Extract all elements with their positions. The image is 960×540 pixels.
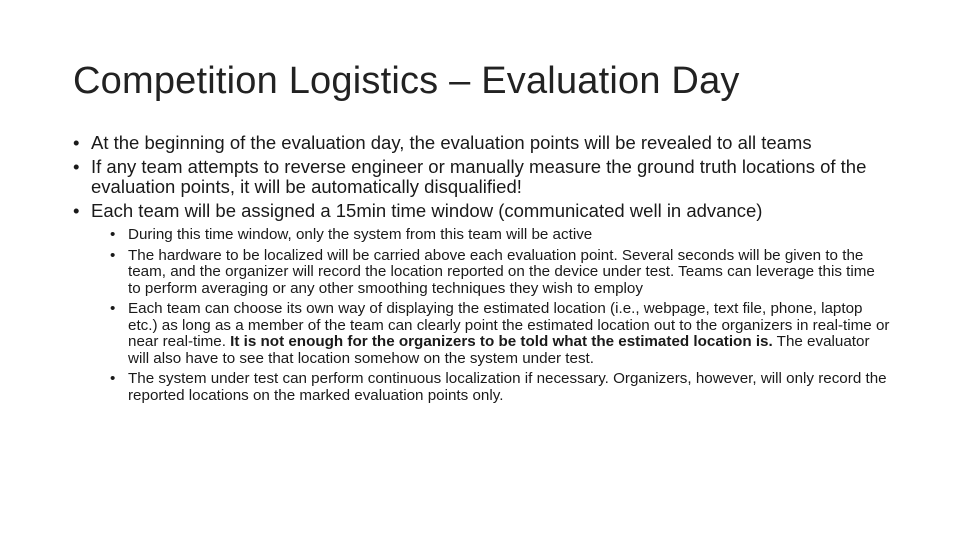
bullet-text: At the beginning of the evaluation day, the evaluation points will be revealed to all teams (91, 132, 812, 153)
sub-bullet-item (110, 371, 890, 404)
sub-bullet-icon: • (110, 226, 116, 243)
sub-bullet-icon: • (110, 246, 116, 264)
sub-bullet-text-part: Each team can choose its own way of displaying the estimated location (i.e., webpage, text file, phone, laptop etc.) as long as a member of the team can clearly point the estimated location out to the organizers in real-time or near real-time. (128, 300, 890, 350)
sub-bullet-item (110, 248, 890, 298)
sub-bullet-list (110, 227, 890, 404)
sub-bullet-item (110, 227, 890, 244)
sub-bullet-text: The system under test can perform continuous localization if necessary. Organizers, however, will only record the reported locations on the marked evaluation points only. (128, 370, 887, 404)
bullet-item (73, 201, 893, 221)
sub-bullet-text (128, 300, 889, 367)
bullet-item (73, 157, 893, 197)
bullet-item (73, 133, 893, 153)
sub-bullet-text: During this time window, only the system from this team will be active (128, 226, 593, 243)
sub-bullet-text: The hardware to be localized will be carried above each evaluation point. Several seconds will be given to the team, and the organizer will record the location reported on the device under test. Teams can leverage this time to perform averaging or any other smoothing techniques they wish to employ (128, 246, 875, 297)
sub-bullet-icon: • (110, 370, 116, 387)
sub-bullet-icon: • (110, 300, 116, 317)
slide-body (73, 133, 893, 408)
sub-bullet-text-part: The evaluator will also have to see that location somehow on the system under test. (128, 333, 870, 367)
bullet-icon: • (73, 132, 80, 153)
sub-bullet-item (110, 301, 890, 367)
bullet-text: If any team attempts to reverse engineer or manually measure the ground truth locations of the evaluation points, it will be automatically disqualified! (91, 156, 867, 197)
bullet-icon: • (73, 156, 80, 177)
slide-title: Competition Logistics – Evaluation Day (73, 60, 740, 102)
bullet-text: Each team will be assigned a 15min time window (communicated well in advance) (91, 200, 763, 221)
bullet-icon: • (73, 200, 80, 221)
sub-bullet-emphasis: It is not enough for the organizers to be told what the estimated location is. (230, 333, 773, 350)
